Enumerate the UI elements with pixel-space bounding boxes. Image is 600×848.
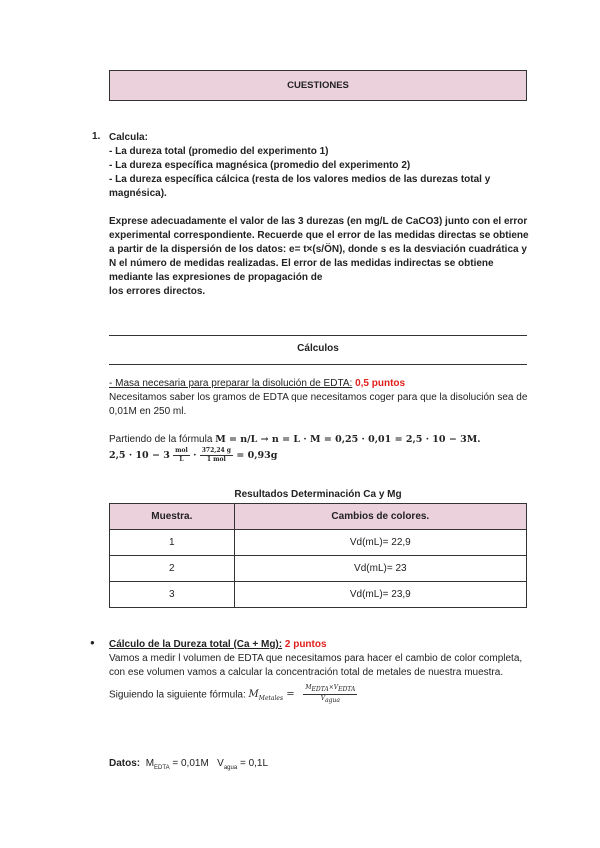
formula-lhs: M [248, 689, 259, 701]
cell: 1 [110, 530, 235, 556]
dureza-text: Vamos a medir l volumen de EDTA que necesitamos para hacer el cambio de color completa, [109, 653, 523, 664]
masa-section [109, 377, 529, 464]
question-paragraph-end: los errores directos. [109, 286, 206, 297]
v-value: = 0,1L [239, 758, 269, 769]
m-symbol: M [145, 758, 155, 769]
cell: Vd(mL)= 22,9 [234, 530, 526, 556]
column-header: Cambios de colores. [234, 504, 526, 530]
numerator: 372,24 g [201, 447, 231, 454]
cell: Vd(mL)= 23,9 [234, 582, 526, 608]
formula-intro: Siguiendo la siguiente fórmula: [109, 689, 246, 701]
formula-result: = 0,93g [236, 450, 278, 461]
formula-molarity: M = n/L → n = L · M = 0,25 · 0,01 = 2,5 · 10 − 3M. [215, 434, 481, 445]
question-line: - La dureza específica magnésica (promedio del experimento 2) [109, 160, 411, 171]
table-title: Resultados Determinación Ca y Mg [234, 489, 402, 500]
table-row [110, 556, 527, 582]
sub: agua [325, 697, 340, 705]
column-header: Muestra. [110, 504, 235, 530]
table-row [110, 582, 527, 608]
formula-mass: 2,5 · 10 − 3 $\frac{\text{mol}}{L}$ · $\frac{372,24 g}{\text{1 mol}} = 0,93g$ [109, 447, 278, 463]
masa-points: 0,5 puntos [355, 378, 406, 389]
dureza-formula: Siguiendo la siguiente fórmula: $M_{Metales}$ = $\frac{M_{EDTA}\times V_{EDTA}}{V_{agua}}$ [109, 684, 356, 705]
dureza-text: con ese volumen vamos a calcular la concentración total de metales de nuestra muestra. [109, 667, 504, 678]
sub: EDTA [338, 686, 356, 694]
datos-line [109, 758, 268, 771]
v-symbol: V [217, 758, 224, 769]
table-row [110, 530, 527, 556]
fraction [303, 684, 357, 705]
question-line: Calcula: [109, 132, 148, 143]
denominator: V [320, 695, 326, 703]
question-list [109, 131, 529, 299]
m-sub: EDTA [154, 765, 170, 771]
fraction [200, 447, 233, 464]
dureza-section [109, 638, 539, 706]
formula-part: 2,5 · 10 − 3 [109, 450, 170, 461]
results-table [109, 503, 527, 608]
table-header-row [110, 504, 527, 530]
question-line: - La dureza total (promedio del experimento 1) [109, 146, 329, 157]
sub: EDTA [311, 686, 329, 694]
question-line: - La dureza específica cálcica (resta de los valores medios de las durezas total y magnésica). [109, 174, 491, 199]
v-sub: agua [223, 765, 238, 771]
denominator: L [179, 456, 184, 463]
divider [109, 335, 527, 336]
cell: 2 [110, 556, 235, 582]
numerator-times: ×V [328, 684, 339, 691]
numerator: M [305, 684, 312, 691]
formula-intro: Partiendo de la fórmula [109, 434, 213, 445]
formula-lhs-sub: Metales [258, 695, 284, 703]
cell: Vd(mL)= 23 [234, 556, 526, 582]
section-title-calculos: Cálculos [297, 343, 339, 354]
fraction [173, 447, 190, 464]
datos-label: Datos: [109, 758, 141, 769]
dureza-heading: Cálculo de la Dureza total (Ca + Mg): [109, 639, 283, 650]
list-number: 1. [92, 131, 101, 142]
masa-text: Necesitamos saber los gramos de EDTA que necesitamos coger para que la disolución sea de 0,01M en 250 ml. [109, 392, 528, 417]
masa-heading: - Masa necesaria para preparar la disolución de EDTA: [109, 378, 353, 389]
m-value: = 0,01M [172, 758, 209, 769]
divider [109, 364, 527, 365]
section-title-cuestiones: CUESTIONES [109, 70, 527, 101]
bullet-icon: ● [90, 638, 95, 647]
question-paragraph: Exprese adecuadamente el valor de las 3 durezas (en mg/L de CaCO3) junto con el error experimental correspondiente. Recuerde que el error de las medidas directas se obtiene a partir de la dispersión de los datos: e= t×(s/ÖN), donde s es la desviación cuadrática y N el número de medidas realizadas. El error de las medidas indirectas se obtiene mediante las expresiones de propagación de [109, 216, 529, 283]
cell: 3 [110, 582, 235, 608]
denominator: 1 mol [206, 456, 226, 463]
dureza-points: 2 puntos [284, 639, 327, 650]
numerator: mol [175, 447, 188, 454]
